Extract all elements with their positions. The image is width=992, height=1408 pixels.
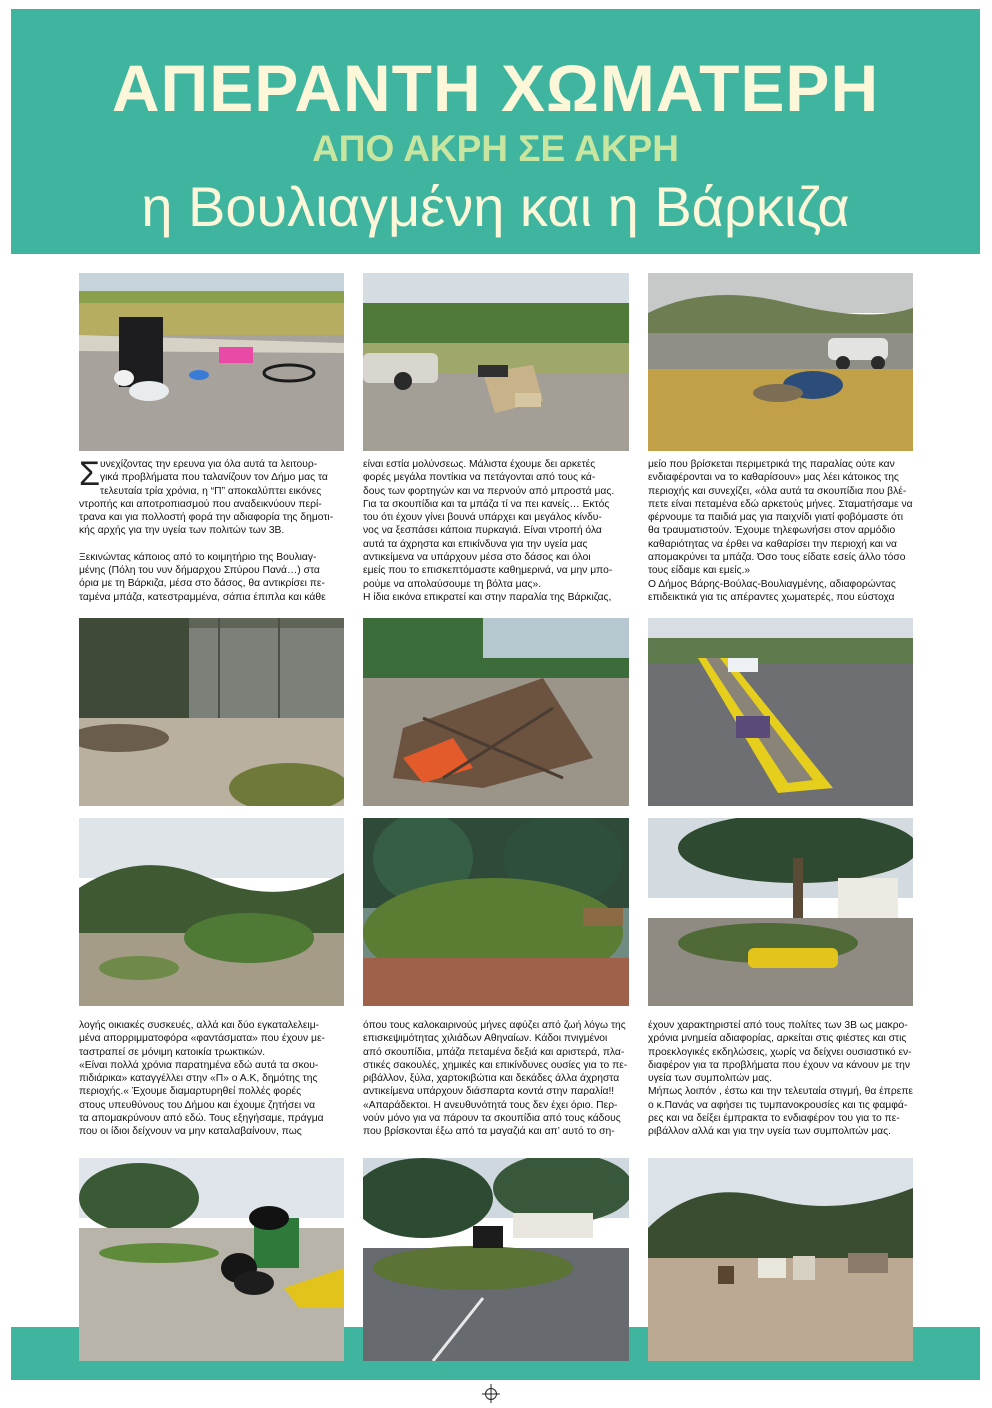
text-line: Ο Δήμος Βάρης-Βούλας-Βουλιαγμένης, αδιαφορώντας bbox=[648, 578, 896, 590]
text-line: αντικείμενα να υπάρχουν μέσα στο δάσος και όλοι bbox=[363, 552, 591, 564]
photo-yard-wall bbox=[79, 618, 344, 806]
text-line: περιοχής.« Έχουμε διαμαρτυρηθεί πολλές φορές bbox=[79, 1086, 302, 1098]
photo-wood-pile bbox=[363, 618, 629, 806]
photo-green-heap bbox=[363, 818, 629, 1006]
text-line: επιδεικτικά για τις απέραντες χωματερές, που εύστοχα bbox=[648, 591, 895, 603]
text-line: αντικείμενα υπάρχουν διάσπαρτα κοντά στην παραλία!! bbox=[363, 1086, 615, 1098]
text-line: ενδιαφέρονται να το καθαρίσουν» μας λέει κάτοικος της bbox=[648, 472, 899, 484]
text-line: επισκεψιμότητας χιλιάδων Αθηναίων. Κάδοι πνιγμένοι bbox=[363, 1033, 608, 1045]
text-line: Για τα σκουπίδια και τα μπάζα τί να πει κανείς… Εκτός bbox=[363, 498, 610, 510]
text-line: του ότι έχουν γίνει βουνά υπάρχει και μεγάλος κίνδυ- bbox=[363, 512, 602, 524]
text-line: δους των φορτηγών και να περνούν από μπροστά μας. bbox=[363, 485, 615, 497]
text-line: νος να ξεσπάσει κάποια πυρκαγιά. Είναι ντροπή όλα bbox=[363, 525, 602, 537]
text-line: ριβάλλον αλλά και για την υγεία των συμπολιτών μας. bbox=[648, 1126, 891, 1138]
text-line: γικά προβλήματα που ταλανίζουν τον Δήμο μας τα bbox=[100, 472, 328, 484]
text-line: χρόνια μνημεία αδιαφορίας, αρκείται στις φιέστες και στις bbox=[648, 1033, 907, 1045]
text-line: υγεία των συμπολιτών μας. bbox=[648, 1073, 772, 1085]
photo-car-boxes bbox=[363, 273, 629, 451]
text-column-3b bbox=[648, 1019, 913, 1139]
text-line: ταστραπεί σε μόνιμη κατοικία τρωκτικών. bbox=[79, 1046, 266, 1058]
text-line: διαφέρον για τα προβλήματα που έχουν να κάνουν με την bbox=[648, 1059, 910, 1071]
text-line: φορές μεγάλα ποντίκια να πετάγονται από τους κά- bbox=[363, 472, 596, 484]
text-line: ταμένα μπάζα, κατεστραμμένα, σάπια έπιπλα και κάθε bbox=[79, 591, 326, 603]
text-line: Η ίδια εικόνα επικρατεί και στην παραλία της Βάρκιζας, bbox=[363, 591, 612, 603]
text-line: είναι εστία μολύνσεως. Μάλιστα έχουμε δει αρκετές bbox=[363, 459, 596, 470]
text-line: απομακρύνει τα μπάζα. Όσο τους είδατε εσείς άλλο τόσο bbox=[648, 552, 906, 564]
text-line: ρούμε να απολαύσουμε τη βόλτα μας». bbox=[363, 578, 542, 590]
photo-road-median bbox=[648, 618, 913, 806]
text-line: τρανα και για πολλοστή φορά την αδιαφορία της δημοτι- bbox=[79, 512, 334, 524]
text-line: μένης (Πόλη του νυν δήμαρχου Σπύρου Πανά…) στα bbox=[79, 565, 320, 577]
text-line: εμείς που το επισκεπτόμαστε καθημερινά, να μην μπο- bbox=[363, 565, 613, 577]
text-line: νούν μόνο για να πάρουν τα σκουπίδια από τους κάδους bbox=[363, 1113, 621, 1125]
photo-tree-branches bbox=[648, 818, 913, 1006]
dropcap: Σ bbox=[79, 455, 101, 493]
text-line: μένα απορριμματοφόρα «φαντάσματα» που έχουν με- bbox=[79, 1033, 325, 1045]
text-line: από σκουπίδια, μπάζα πεταμένα δεξιά και αριστερά, πλα- bbox=[363, 1046, 625, 1058]
photo-blue-tarp bbox=[648, 273, 913, 451]
text-line: ντροπής και αποτροπιασμού που αναδεικνύουν περί- bbox=[79, 498, 322, 510]
text-line: που βρίσκονται έξω από τα μαγαζιά και απ’ αυτό το ση- bbox=[363, 1126, 615, 1138]
text-line: Μήπως λοιπόν , έστω και την τελευταία στιγμή, θα έπρεπε bbox=[648, 1086, 914, 1098]
photo-cut-branches bbox=[79, 818, 344, 1006]
text-line: ο κ.Πανάς να αφήσει τις τυμπανοκρουσίες και τις φαμφά- bbox=[648, 1099, 908, 1111]
text-line: κής αρχής για την υγεία των πολιτών των 3Β. bbox=[79, 525, 285, 537]
photo-sidewalk-branches bbox=[363, 1158, 629, 1361]
headline: ΑΠΕΡΑΝΤΗ ΧΩΜΑΤΕΡΗ bbox=[111, 51, 880, 125]
text-line: έχουν χαρακτηριστεί από τους πολίτες των 3Β ως μακρο- bbox=[648, 1020, 908, 1031]
text-line: όρια με τη Βάρκιζα, μέσα στο δάσος, θα αντικρίσει πε- bbox=[79, 578, 325, 590]
text-column-2a bbox=[363, 458, 629, 604]
headline-subtitle: ΑΠΟ ΑΚΡΗ ΣΕ ΑΚΡΗ bbox=[312, 128, 679, 169]
photo-bin-road bbox=[79, 273, 344, 451]
text-line: περιοχής και συνεχίζει, «όλα αυτά τα σκουπίδια που βλέ- bbox=[648, 485, 907, 497]
text-line: μείο που βρίσκεται περιμετρικά της παραλίας ούτε καν bbox=[648, 459, 895, 470]
text-column-3a bbox=[648, 458, 913, 604]
text-line: αυτά τα άχρηστα και επικίνδυνα για την υγεία μας bbox=[363, 538, 588, 550]
text-line: καθαριότητας να έρθει να καθαρίσει την περιοχή και να bbox=[648, 538, 897, 550]
text-line: «Είναι πολλά χρόνια παρατημένα εδώ αυτά τα σκου- bbox=[79, 1059, 319, 1071]
text-line: στικές σακουλές, χημικές και επικίνδυνες ουσίες για το πε- bbox=[363, 1059, 628, 1071]
text-line: «Απαράδεκτοι. Η ανευθυνότητά τους δεν έχει όριο. Περ- bbox=[363, 1099, 618, 1111]
photo-bins-bags bbox=[79, 1158, 344, 1361]
text-line: στους υπευθύνους του Δήμου και έχουμε ζητήσει να bbox=[79, 1099, 316, 1111]
text-line: υνεχίζοντας την ερευνα για όλα αυτά τα λειτουρ- bbox=[100, 459, 318, 470]
headline-location: η Βουλιαγμένη και η Βάρκιζα bbox=[141, 175, 850, 238]
text-line: ρες και να δείξει έμπρακτα το ενδιαφέρον του για το πε- bbox=[648, 1113, 900, 1125]
text-line: ριβάλλον, ξύλα, χαρτοκιβώτια και δεκάδες άλλα άχρηστα bbox=[363, 1073, 620, 1085]
header-banner bbox=[11, 9, 980, 254]
text-line: τελευταία τρία χρόνια, η “Π” αποκαλύπτει εικόνες bbox=[100, 485, 322, 497]
text-column-2b bbox=[363, 1019, 629, 1139]
text-column-1a bbox=[79, 455, 344, 604]
text-line: Ξεκινώντας κάποιος από το κοιμητήριο της Βουλιαγ- bbox=[79, 551, 317, 563]
photo-furniture-dump bbox=[648, 1158, 913, 1361]
text-line: τα απομακρύνουν από εδώ. Τους εξηγήσαμε, πράγμα bbox=[79, 1113, 324, 1125]
text-column-1b bbox=[79, 1019, 344, 1139]
text-line: φέρνουμε τα παιδιά μας για παιχνίδι γιατί φοβόμαστε ότι bbox=[648, 512, 904, 524]
text-line: που οι ίδιοι δείχνουν να μην καταλαβαίνουν, πως bbox=[79, 1126, 302, 1138]
text-line: πετε είναι πεταμένα εδώ αρκετούς μήνες. Σταματήσαμε να bbox=[648, 498, 913, 510]
text-line: όπου τους καλοκαιρινούς μήνες αφύζει από ζωή λόγω της bbox=[363, 1020, 626, 1031]
text-line: πιδιάρικα» καταγγέλλει στην «Π» ο Α.Κ, δημότης της bbox=[79, 1073, 318, 1085]
text-line: τους είδαμε και εμείς.» bbox=[648, 565, 751, 577]
registration-mark-icon bbox=[481, 1384, 501, 1403]
text-line: προεκλογικές εκδηλώσεις, χωρίς να δείχνει ουσιαστικό εν- bbox=[648, 1046, 912, 1058]
text-line: θα τραυματιστούν. Έχουμε τηλεφωνήσει στον αρμόδιο bbox=[648, 525, 896, 537]
text-line: λογής οικιακές συσκευές, αλλά και δύο εγκαταλελειμ- bbox=[79, 1020, 320, 1031]
